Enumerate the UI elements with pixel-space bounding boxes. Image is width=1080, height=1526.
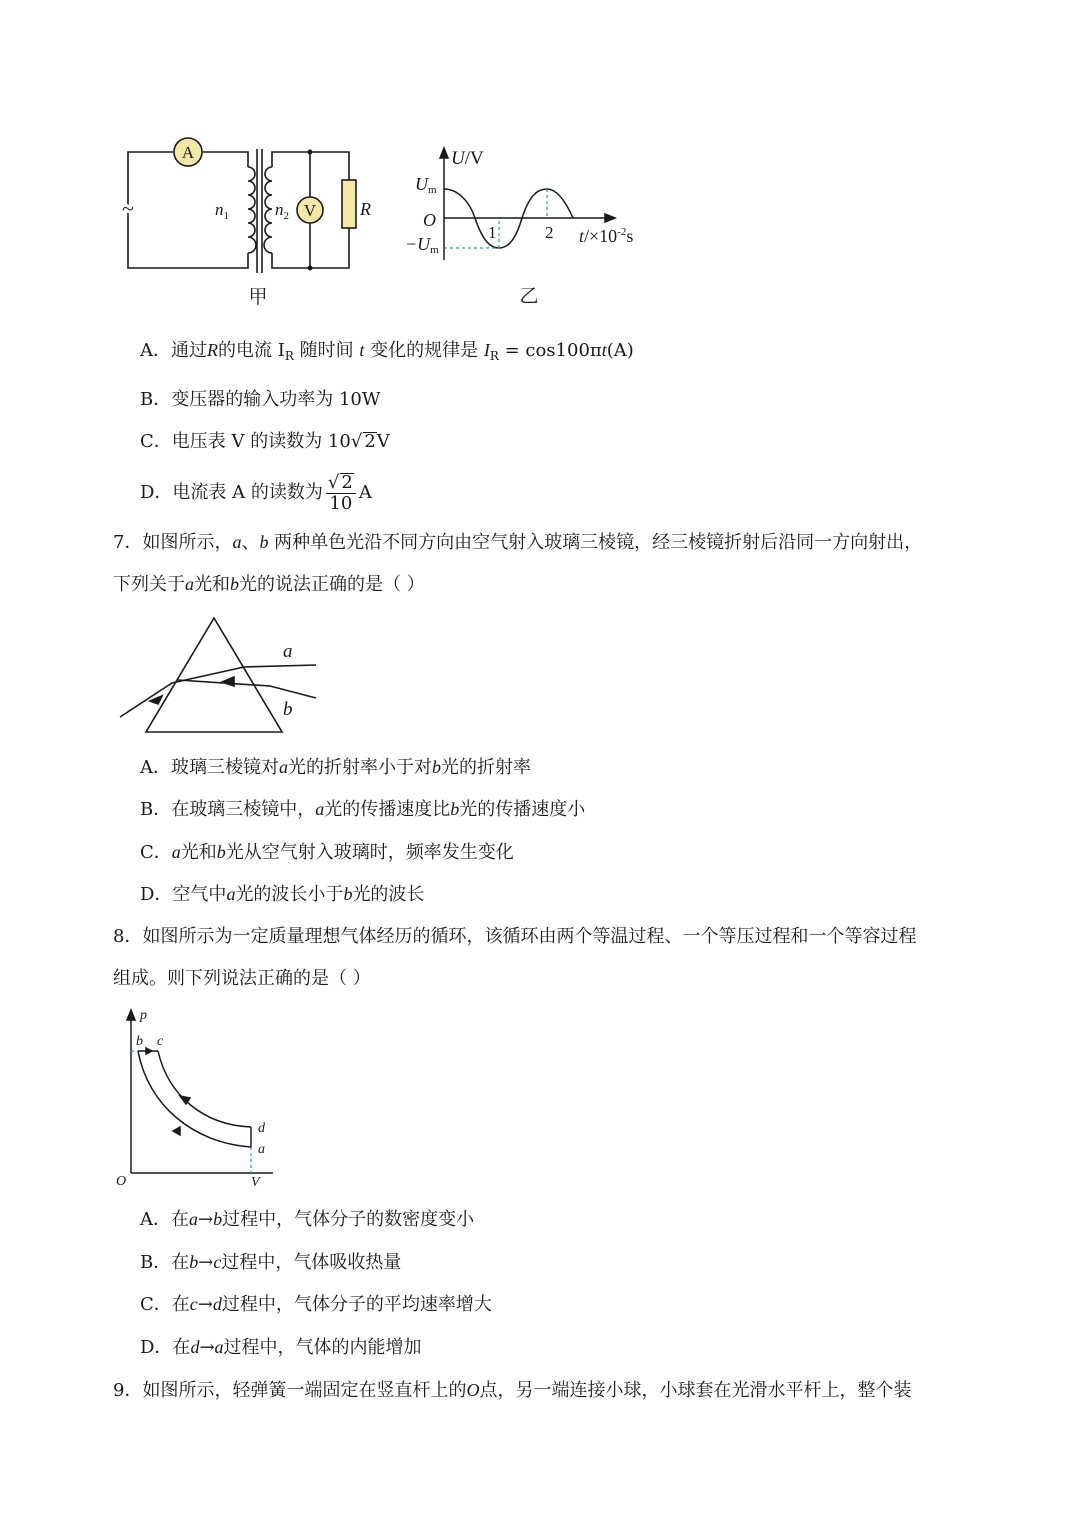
q6-option-c: C．电压表 V 的读数为 10√ 2V bbox=[140, 431, 390, 452]
q9-stem-line1: 9．如图所示，轻弹簧一端固定在竖直杆上的O点，另一端连接小球，小球套在光滑水平杆上，整个装 bbox=[113, 1380, 912, 1401]
a-point-label: a bbox=[258, 1142, 265, 1157]
origin-label: O bbox=[423, 210, 436, 230]
q8-option-b: B．在b→c过程中，气体吸收热量 bbox=[140, 1252, 402, 1273]
q7-option-a: A．玻璃三棱镜对a光的折射率小于对b光的折射率 bbox=[140, 757, 531, 778]
resistor-label: R bbox=[360, 199, 371, 219]
tick-2-label: 2 bbox=[545, 223, 554, 242]
ammeter-label: A bbox=[181, 143, 195, 162]
q7-stem-line1: 7．如图所示，a、b 两种单色光沿不同方向由空气射入玻璃三棱镜，经三棱镜折射后沿同一方向射出， bbox=[113, 532, 923, 553]
prism-figure bbox=[110, 610, 340, 740]
n2-label: $n_2$ bbox=[275, 200, 289, 222]
figure-jia-caption: 甲 bbox=[248, 287, 268, 308]
ac-source-symbol: ~ bbox=[122, 196, 134, 221]
q7-option-d: D．空气中a光的波长小于b光的波长 bbox=[140, 884, 425, 905]
fraction: $\frac{√ 2}{10}$ bbox=[326, 473, 356, 514]
ray-a-label: a bbox=[283, 641, 293, 662]
x-axis-label: $t/\times 10^{-2}s$ bbox=[579, 226, 634, 246]
transformer-circuit-figure bbox=[100, 135, 400, 315]
um-label: Um bbox=[415, 174, 437, 196]
tick-1-label: 1 bbox=[488, 223, 497, 242]
q8-stem-line2: 组成。则下列说法正确的是（ ） bbox=[113, 968, 371, 989]
q7-stem-line2: 下列关于a光和b光的说法正确的是（ ） bbox=[113, 574, 425, 595]
figure-yi-caption: 乙 bbox=[519, 286, 539, 307]
q8-option-c: C．在c→d过程中，气体分子的平均速率增大 bbox=[140, 1294, 492, 1315]
q6-option-a: A．通过R的电流 $I_R$ 随时间 t 变化的规律是 $I_R = \cos 100\pi t(A)$ bbox=[140, 340, 634, 363]
c-point-label: c bbox=[157, 1034, 164, 1049]
q7-option-b: B．在玻璃三棱镜中，a光的传播速度比b光的传播速度小 bbox=[140, 799, 586, 820]
q8-option-d: D．在d→a过程中，气体的内能增加 bbox=[140, 1337, 422, 1358]
ray-b-label: b bbox=[283, 699, 293, 720]
y-axis-label: U/V bbox=[451, 148, 484, 169]
voltmeter-label: V bbox=[303, 201, 317, 220]
q8-stem-line1: 8．如图所示为一定质量理想气体经历的循环，该循环由两个等温过程、一个等压过程和一个等容过程 bbox=[113, 926, 917, 947]
v-axis-label: V bbox=[251, 1175, 260, 1190]
pv-diagram-figure bbox=[108, 1005, 288, 1190]
neg-um-label: −Um bbox=[405, 234, 439, 256]
origin-label: O bbox=[116, 1174, 127, 1189]
p-axis-label: p bbox=[140, 1008, 147, 1023]
q6-option-b: B．变压器的输入功率为 10W bbox=[140, 389, 381, 410]
q6-option-d: D．电流表 A 的读数为 $\frac{√ 2}{10}$ A bbox=[140, 471, 372, 514]
d-point-label: d bbox=[258, 1121, 265, 1136]
n1-label: $n_1$ bbox=[215, 200, 229, 222]
b-point-label: b bbox=[136, 1034, 143, 1049]
voltage-waveform-figure bbox=[405, 140, 665, 315]
q7-option-c: C．a光和b光从空气射入玻璃时，频率发生变化 bbox=[140, 842, 514, 863]
q8-option-a: A．在a→b过程中，气体分子的数密度变小 bbox=[140, 1209, 475, 1230]
